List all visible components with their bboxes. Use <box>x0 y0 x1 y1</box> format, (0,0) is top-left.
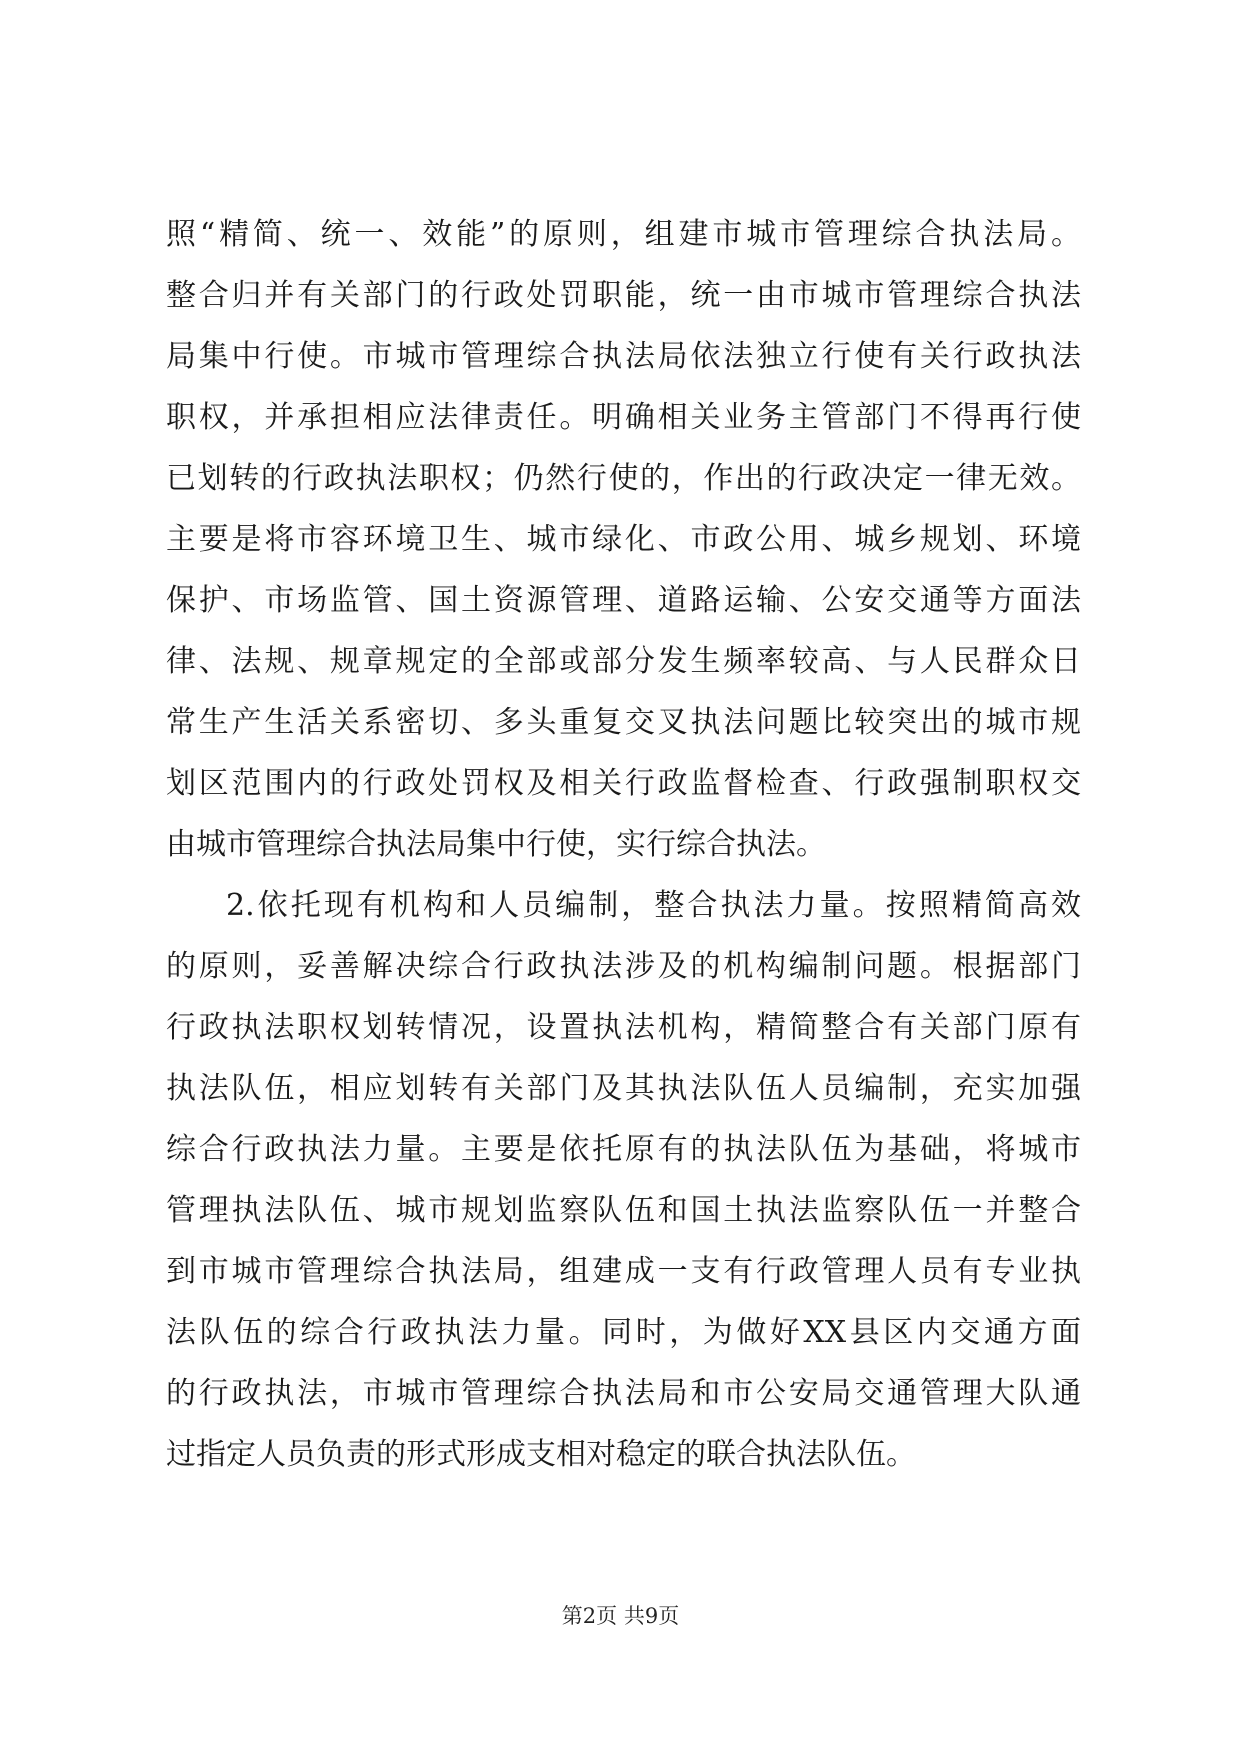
body-text-line: 法队伍的综合行政执法力量。同时，为做好XX县区内交通方面 <box>166 1315 1081 1350</box>
body-text-line: 已划转的行政执法职权；仍然行使的，作出的行政决定一律无效。 <box>166 461 1081 496</box>
body-text-line: 管理执法队伍、城市规划监察队伍和国土执法监察队伍一并整合 <box>166 1193 1081 1228</box>
body-text-line: 的行政执法，市城市管理综合执法局和市公安局交通管理大队通 <box>166 1376 1081 1411</box>
body-text-line: 律、法规、规章规定的全部或部分发生频率较高、与人民群众日 <box>166 644 1081 679</box>
body-text-line: 的原则，妥善解决综合行政执法涉及的机构编制问题。根据部门 <box>166 949 1081 984</box>
body-text-line: 常生产生活关系密切、多头重复交叉执法问题比较突出的城市规 <box>166 705 1081 740</box>
body-text-line: 主要是将市容环境卫生、城市绿化、市政公用、城乡规划、环境 <box>166 522 1081 557</box>
body-text-line: 执法队伍，相应划转有关部门及其执法队伍人员编制，充实加强 <box>166 1071 1081 1106</box>
body-text-line: 行政执法职权划转情况，设置执法机构，精简整合有关部门原有 <box>166 1010 1081 1045</box>
paragraph-first-line: 2.依托现有机构和人员编制，整合执法力量。按照精简高效 <box>226 888 1081 923</box>
body-text-line: 过指定人员负责的形式形成支相对稳定的联合执法队伍。 <box>166 1437 916 1472</box>
body-text-line: 综合行政执法力量。主要是依托原有的执法队伍为基础，将城市 <box>166 1132 1081 1167</box>
body-text-line: 划区范围内的行政处罚权及相关行政监督检查、行政强制职权交 <box>166 766 1081 801</box>
body-text-line: 由城市管理综合执法局集中行使，实行综合执法。 <box>166 827 826 862</box>
body-text-line: 照“精简、统一、效能”的原则，组建市城市管理综合执法局。 <box>166 217 1081 252</box>
body-text-line: 到市城市管理综合执法局，组建成一支有行政管理人员有专业执 <box>166 1254 1081 1289</box>
body-text-line: 整合归并有关部门的行政处罚职能，统一由市城市管理综合执法 <box>166 278 1081 313</box>
body-text-line: 保护、市场监管、国土资源管理、道路运输、公安交通等方面法 <box>166 583 1081 618</box>
body-text-line: 职权，并承担相应法律责任。明确相关业务主管部门不得再行使 <box>166 400 1081 435</box>
page-number-footer: 第2页 共9页 <box>561 1604 680 1628</box>
body-text-line: 局集中行使。市城市管理综合执法局依法独立行使有关行政执法 <box>166 339 1081 374</box>
